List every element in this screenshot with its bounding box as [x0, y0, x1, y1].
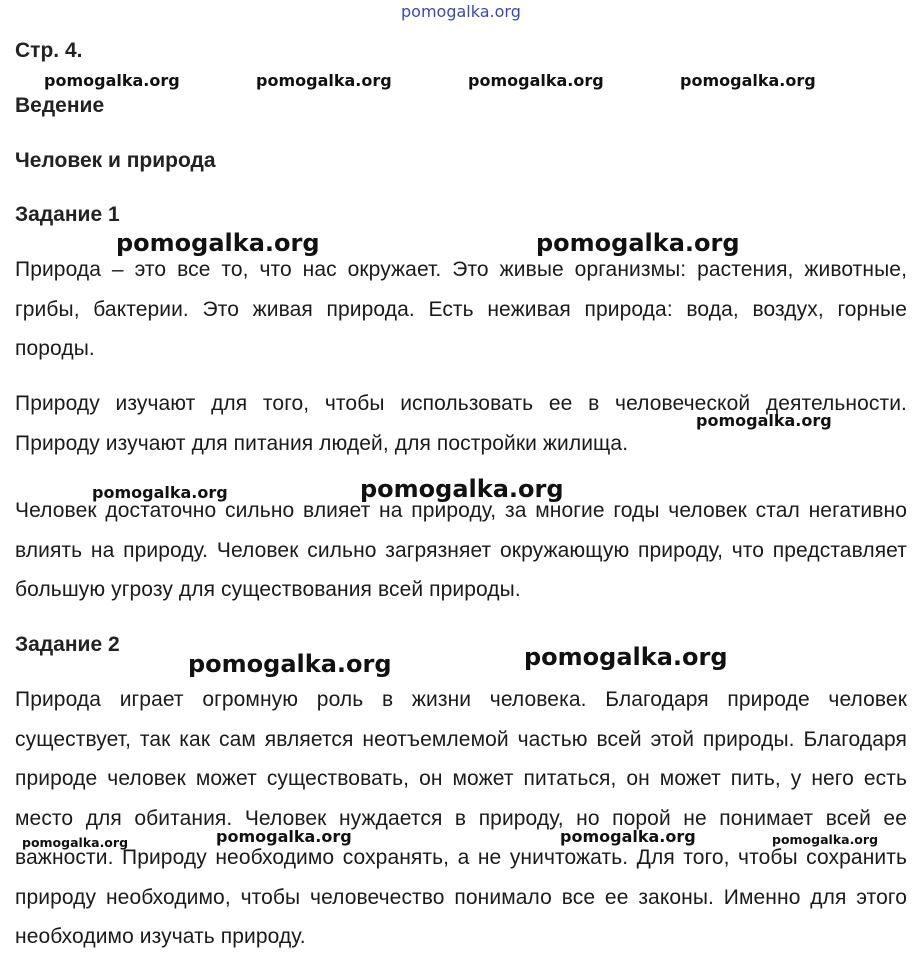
task2-paragraph-1: Природа играет огромную роль в жизни человека. Благодаря природе человек существует, так как сам является неотъемлемой частью всей этой природы. Благодаря природе человек может существовать, он может питаться, он может пить, у него есть место для обитания. Человек нуждается в природу, но порой не понимает всей ее важности. Природу необходимо сохранять, а не уничтожать. Для того, чтобы сохранить природу необходимо, чтобы человечество понимало все ее законы. Именно для этого необходимо изучать природу. — [15, 688, 907, 948]
watermark: pomogalka.org — [468, 71, 604, 90]
watermark: pomogalka.org — [696, 411, 832, 430]
task2-heading: Задание 2 — [15, 633, 120, 656]
page-number-label: Стр. 4. — [15, 39, 83, 62]
task1-paragraph-2: Природу изучают для того, чтобы использовать ее в человеческой деятельности. Природу изучают для питания людей, для постройки жилища. — [15, 392, 907, 455]
topic-heading: Человек и природа — [15, 149, 216, 172]
task1-paragraph-1: Природа – это все то, что нас окружает. Это живые организмы: растения, животные, грибы, бактерии. Это живая природа. Есть неживая природа: вода, воздух, горные породы. — [15, 258, 907, 360]
site-watermark-top: pomogalka.org — [401, 2, 521, 21]
watermark: pomogalka.org — [44, 71, 180, 90]
watermark: pomogalka.org — [216, 827, 352, 846]
task1-heading: Задание 1 — [15, 203, 120, 226]
watermark: pomogalka.org — [116, 229, 320, 257]
watermark: pomogalka.org — [560, 827, 696, 846]
watermark: pomogalka.org — [536, 229, 740, 257]
watermark: pomogalka.org — [92, 483, 228, 502]
task1-paragraph-3: Человек достаточно сильно влияет на природу, за многие годы человек стал негативно влиять на природу. Человек сильно загрязняет окружающую природу, что представляет большую угрозу для существования всей природы. — [15, 499, 907, 601]
watermark: pomogalka.org — [188, 650, 392, 678]
watermark: pomogalka.org — [680, 71, 816, 90]
watermark: pomogalka.org — [524, 643, 728, 671]
watermark: pomogalka.org — [256, 71, 392, 90]
watermark: pomogalka.org — [360, 475, 564, 503]
watermark: pomogalka.org — [22, 835, 129, 850]
intro-heading: Ведение — [15, 94, 105, 117]
watermark: pomogalka.org — [772, 832, 879, 847]
